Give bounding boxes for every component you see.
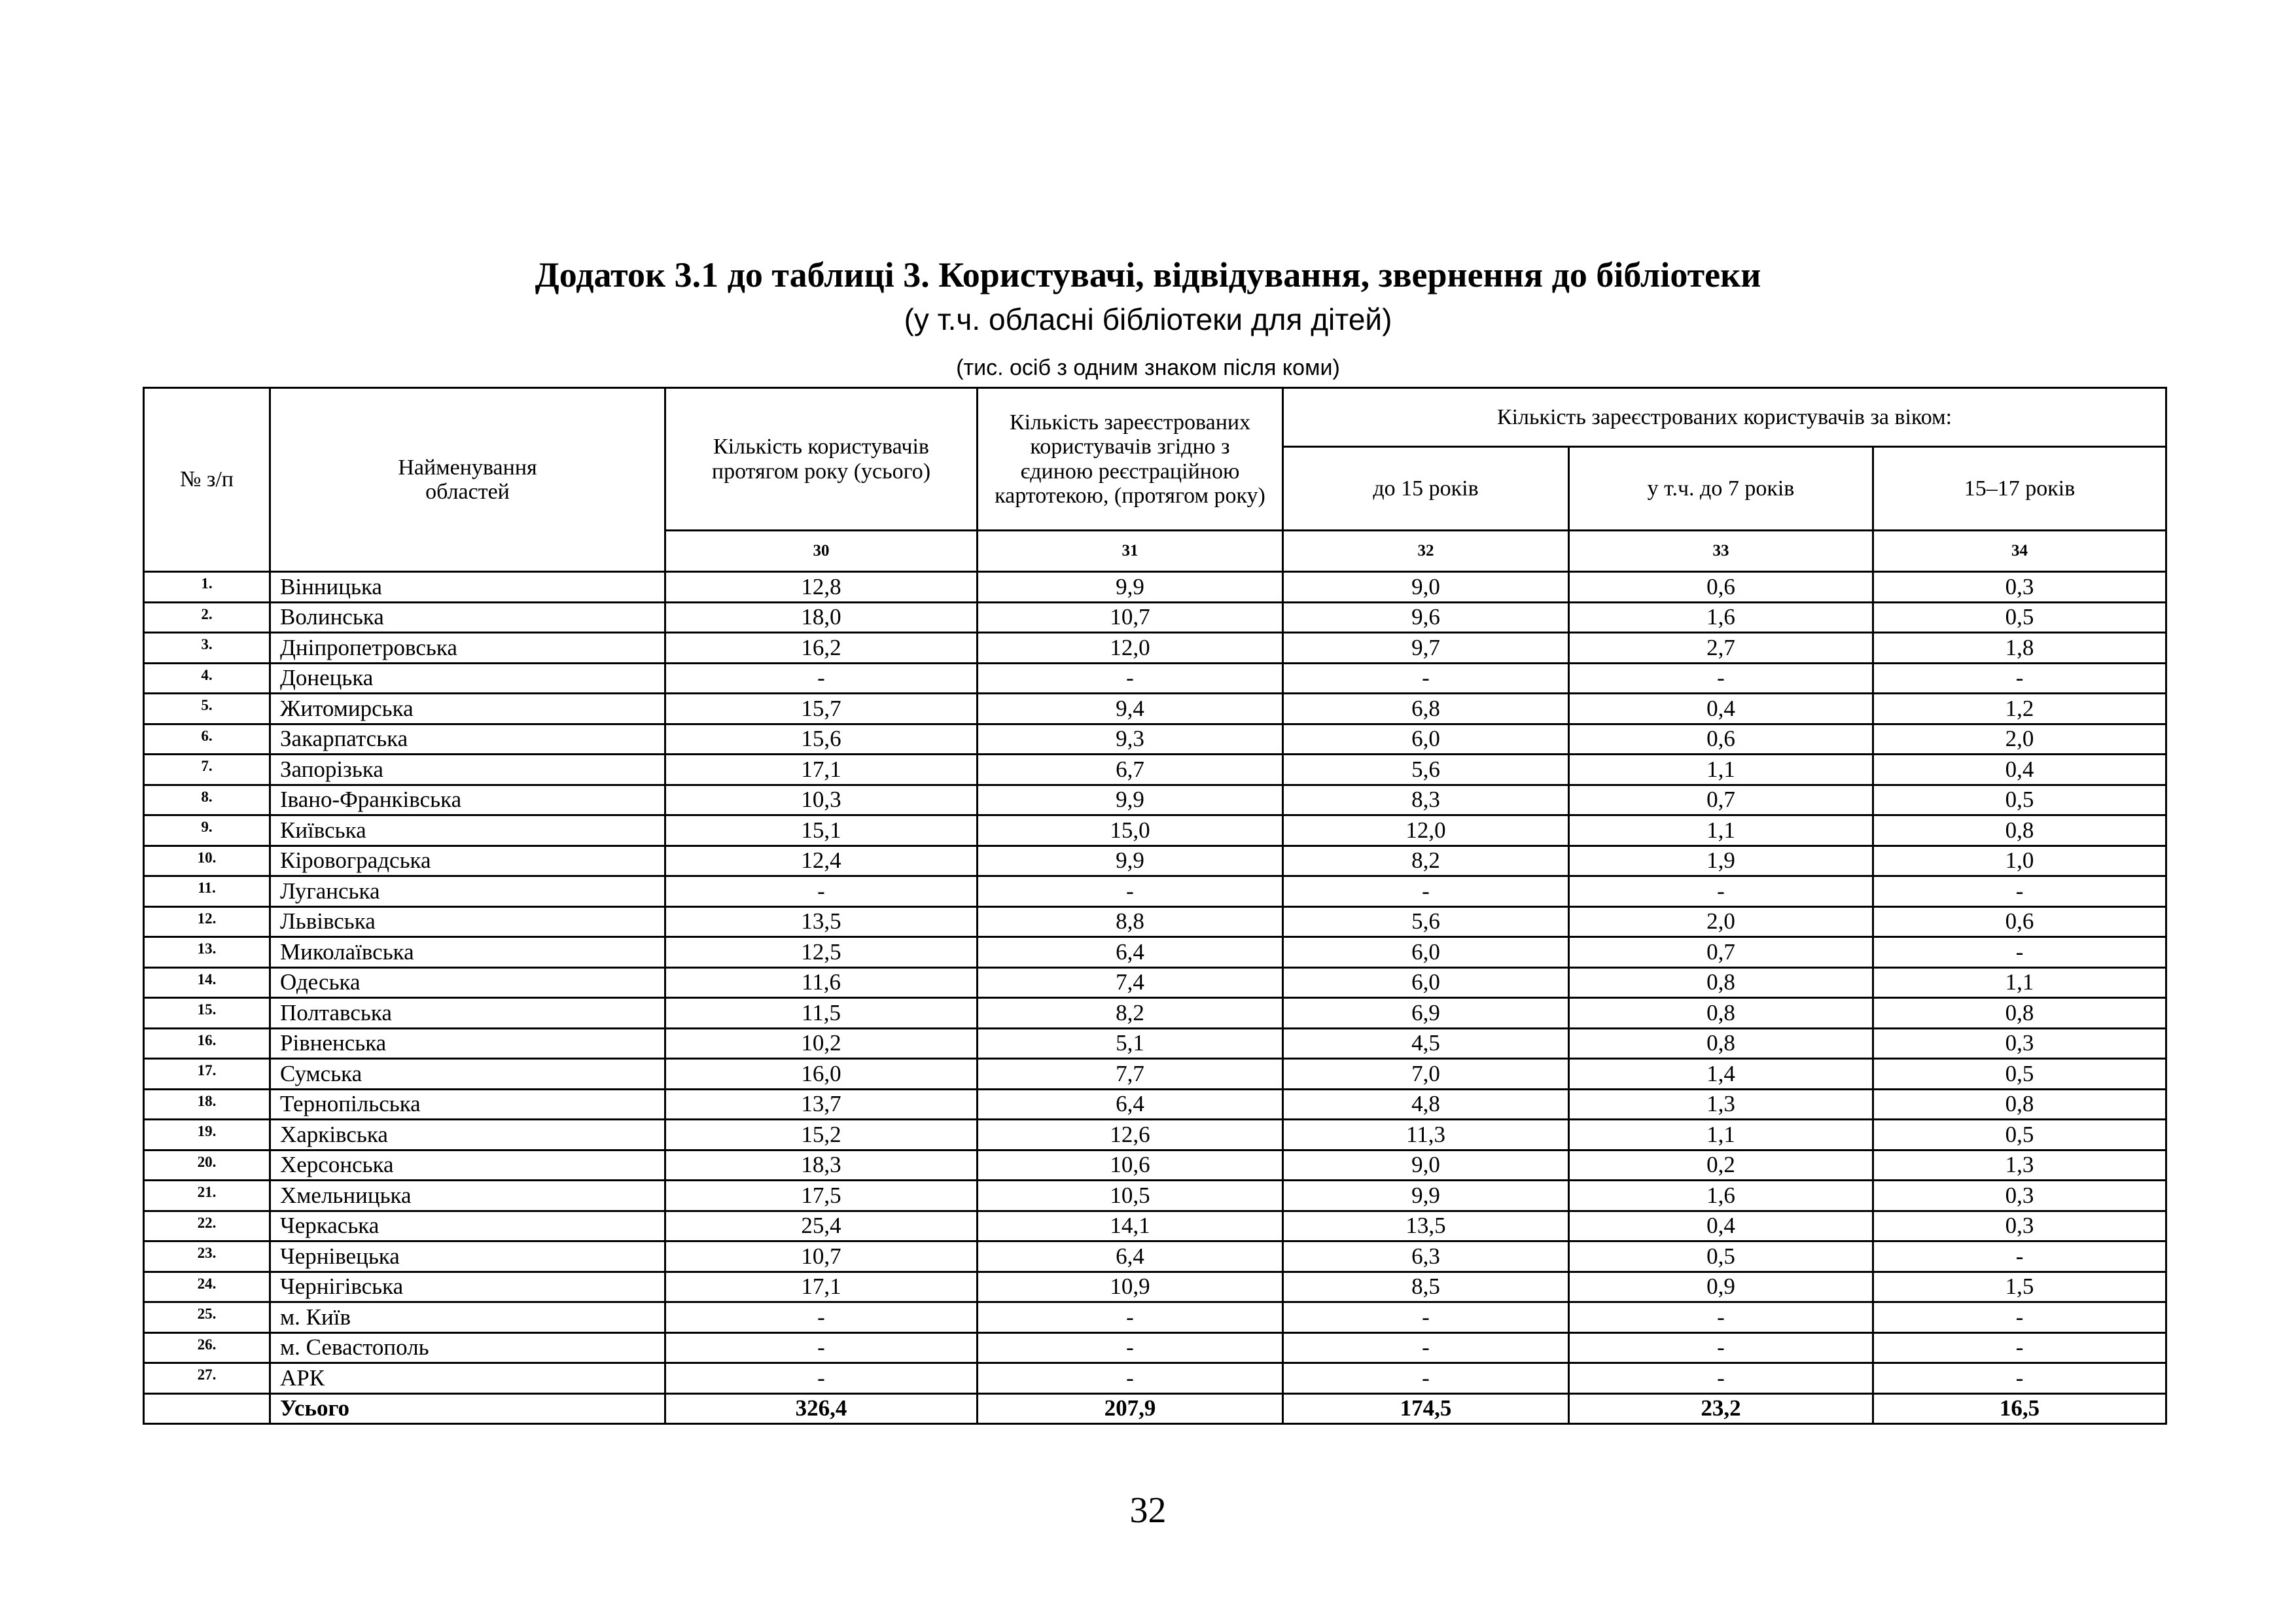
page-subtitle: (у т.ч. обласні бібліотеки для дітей) <box>904 302 1392 336</box>
cell-value: 1,6 <box>1569 1181 1873 1211</box>
table-row <box>144 937 2166 968</box>
row-number: 3. <box>144 633 270 664</box>
cell-value: 1,0 <box>1873 846 2166 876</box>
row-number: 2. <box>144 602 270 633</box>
cell-value: 0,8 <box>1569 967 1873 998</box>
cell-value: 0,5 <box>1873 1120 2166 1150</box>
header-under-15: до 15 років <box>1283 447 1569 531</box>
table-row <box>144 602 2166 633</box>
table-row <box>144 1059 2166 1090</box>
row-number: 27. <box>144 1363 270 1394</box>
cell-value: 0,9 <box>1569 1272 1873 1302</box>
cell-value: 1,2 <box>1873 694 2166 724</box>
region-name: Дніпропетровська <box>270 633 665 664</box>
row-number: 12. <box>144 906 270 937</box>
row-number: 5. <box>144 694 270 724</box>
row-number: 24. <box>144 1272 270 1302</box>
cell-value: 6,0 <box>1283 724 1569 755</box>
cell-value: 25,4 <box>665 1211 978 1241</box>
row-number: 18. <box>144 1089 270 1120</box>
region-name: Волинська <box>270 602 665 633</box>
cell-value: 15,0 <box>978 815 1283 846</box>
row-number: 19. <box>144 1120 270 1150</box>
region-name: Хмельницька <box>270 1181 665 1211</box>
cell-value: 10,2 <box>665 1028 978 1059</box>
row-number: 6. <box>144 724 270 755</box>
cell-value: 9,0 <box>1283 572 1569 603</box>
cell-value: 6,7 <box>978 755 1283 785</box>
cell-value: 2,0 <box>1569 906 1873 937</box>
cell-value: 10,6 <box>978 1150 1283 1181</box>
region-name: Київська <box>270 815 665 846</box>
row-number <box>144 1393 270 1424</box>
cell-value: - <box>1283 663 1569 694</box>
region-name: Кіровоградська <box>270 846 665 876</box>
table-row <box>144 1150 2166 1181</box>
region-name: Одеська <box>270 967 665 998</box>
row-number: 7. <box>144 755 270 785</box>
region-name: Полтавська <box>270 998 665 1029</box>
column-code: 31 <box>978 531 1283 572</box>
row-number: 10. <box>144 846 270 876</box>
header-users-total: Кількість користувачів протягом року (усього) <box>665 388 978 531</box>
table-row <box>144 755 2166 785</box>
table-row <box>144 998 2166 1029</box>
cell-value: 12,0 <box>978 633 1283 664</box>
cell-value: 14,1 <box>978 1211 1283 1241</box>
cell-value: 6,8 <box>1283 694 1569 724</box>
cell-value: 6,4 <box>978 937 1283 968</box>
cell-value: - <box>1569 876 1873 907</box>
row-number: 20. <box>144 1150 270 1181</box>
region-name: м. Севастополь <box>270 1332 665 1363</box>
cell-value: 16,0 <box>665 1059 978 1090</box>
cell-value: - <box>1873 1363 2166 1394</box>
cell-value: 1,5 <box>1873 1272 2166 1302</box>
cell-value: 18,0 <box>665 602 978 633</box>
cell-value: - <box>1569 1332 1873 1363</box>
cell-value: 0,3 <box>1873 1181 2166 1211</box>
region-name: Житомирська <box>270 694 665 724</box>
table-row <box>144 1332 2166 1363</box>
table-row <box>144 1028 2166 1059</box>
cell-value: 0,5 <box>1569 1241 1873 1272</box>
cell-value: 23,2 <box>1569 1393 1873 1424</box>
cell-value: 1,9 <box>1569 846 1873 876</box>
cell-value: 9,4 <box>978 694 1283 724</box>
cell-value: 12,6 <box>978 1120 1283 1150</box>
cell-value: - <box>1873 1302 2166 1333</box>
table-row <box>144 1241 2166 1272</box>
row-number: 13. <box>144 937 270 968</box>
region-name: Рівненська <box>270 1028 665 1059</box>
table-row <box>144 572 2166 603</box>
cell-value: 6,0 <box>1283 967 1569 998</box>
cell-value: - <box>1873 1332 2166 1363</box>
cell-value: 0,4 <box>1873 755 2166 785</box>
cell-value: - <box>1873 876 2166 907</box>
cell-value: 0,5 <box>1873 602 2166 633</box>
table-row <box>144 1302 2166 1333</box>
cell-value: 15,1 <box>665 815 978 846</box>
region-name: Харківська <box>270 1120 665 1150</box>
cell-value: - <box>665 1302 978 1333</box>
row-number: 15. <box>144 998 270 1029</box>
cell-value: 1,8 <box>1873 633 2166 664</box>
table-row <box>144 633 2166 664</box>
cell-value: 0,8 <box>1873 998 2166 1029</box>
cell-value: 6,0 <box>1283 937 1569 968</box>
cell-value: 0,8 <box>1569 998 1873 1029</box>
table-body <box>144 572 2166 1424</box>
region-name: Чернівецька <box>270 1241 665 1272</box>
row-number: 14. <box>144 967 270 998</box>
data-table <box>143 387 2167 1425</box>
table-row <box>144 876 2166 907</box>
cell-value: 174,5 <box>1283 1393 1569 1424</box>
cell-value: 4,5 <box>1283 1028 1569 1059</box>
cell-value: 10,7 <box>978 602 1283 633</box>
cell-value: - <box>1873 1241 2166 1272</box>
cell-value: 0,5 <box>1873 785 2166 815</box>
cell-value: 0,7 <box>1569 785 1873 815</box>
region-name: Донецька <box>270 663 665 694</box>
table-row <box>144 1211 2166 1241</box>
region-name: Івано-Франківська <box>270 785 665 815</box>
cell-value: 9,3 <box>978 724 1283 755</box>
cell-value: 6,3 <box>1283 1241 1569 1272</box>
header-by-age-group: Кількість зареєстрованих користувачів за віком: <box>1283 388 2166 447</box>
region-name: Чернігівська <box>270 1272 665 1302</box>
cell-value: 0,7 <box>1569 937 1873 968</box>
cell-value: 17,1 <box>665 1272 978 1302</box>
cell-value: 0,8 <box>1569 1028 1873 1059</box>
cell-value: 0,6 <box>1569 572 1873 603</box>
table-row <box>144 724 2166 755</box>
table-row <box>144 846 2166 876</box>
region-name: Херсонська <box>270 1150 665 1181</box>
cell-value: 9,9 <box>978 572 1283 603</box>
row-number: 4. <box>144 663 270 694</box>
row-number: 11. <box>144 876 270 907</box>
cell-value: 12,0 <box>1283 815 1569 846</box>
cell-value: 9,9 <box>1283 1181 1569 1211</box>
column-code: 30 <box>665 531 978 572</box>
cell-value: 7,4 <box>978 967 1283 998</box>
cell-value: - <box>1569 1302 1873 1333</box>
row-number: 17. <box>144 1059 270 1090</box>
cell-value: 17,1 <box>665 755 978 785</box>
table-row <box>144 1089 2166 1120</box>
row-number: 25. <box>144 1302 270 1333</box>
table-row <box>144 1120 2166 1150</box>
cell-value: 13,5 <box>665 906 978 937</box>
cell-value: - <box>1569 1363 1873 1394</box>
cell-value: - <box>1283 876 1569 907</box>
cell-value: - <box>978 663 1283 694</box>
page-number: 32 <box>1129 1490 1167 1531</box>
cell-value: 6,4 <box>978 1241 1283 1272</box>
cell-value: - <box>978 1302 1283 1333</box>
row-number: 26. <box>144 1332 270 1363</box>
cell-value: 2,0 <box>1873 724 2166 755</box>
table-row <box>144 1181 2166 1211</box>
region-name: Черкаська <box>270 1211 665 1241</box>
cell-value: 18,3 <box>665 1150 978 1181</box>
table-row <box>144 1272 2166 1302</box>
cell-value: - <box>978 876 1283 907</box>
region-name: Усього <box>270 1393 665 1424</box>
cell-value: 10,7 <box>665 1241 978 1272</box>
cell-value: 0,4 <box>1569 1211 1873 1241</box>
cell-value: 13,7 <box>665 1089 978 1120</box>
region-name: Закарпатська <box>270 724 665 755</box>
cell-value: 11,5 <box>665 998 978 1029</box>
cell-value: 15,6 <box>665 724 978 755</box>
cell-value: 5,6 <box>1283 755 1569 785</box>
region-name: Вінницька <box>270 572 665 603</box>
header-under-7: у т.ч. до 7 років <box>1569 447 1873 531</box>
cell-value: 8,5 <box>1283 1272 1569 1302</box>
cell-value: 6,9 <box>1283 998 1569 1029</box>
cell-value: 0,3 <box>1873 1028 2166 1059</box>
cell-value: 0,6 <box>1569 724 1873 755</box>
region-name: Запорізька <box>270 755 665 785</box>
cell-value: 0,8 <box>1873 1089 2166 1120</box>
region-name: Львівська <box>270 906 665 937</box>
cell-value: 10,5 <box>978 1181 1283 1211</box>
cell-value: 1,3 <box>1569 1089 1873 1120</box>
table-row <box>144 815 2166 846</box>
table-row <box>144 663 2166 694</box>
cell-value: 0,2 <box>1569 1150 1873 1181</box>
cell-value: 1,1 <box>1569 815 1873 846</box>
cell-value: 0,5 <box>1873 1059 2166 1090</box>
cell-value: 8,2 <box>978 998 1283 1029</box>
cell-value: 2,7 <box>1569 633 1873 664</box>
table-row <box>144 967 2166 998</box>
cell-value: 4,8 <box>1283 1089 1569 1120</box>
cell-value: 0,3 <box>1873 1211 2166 1241</box>
cell-value: 6,4 <box>978 1089 1283 1120</box>
cell-value: 0,6 <box>1873 906 2166 937</box>
region-name: Сумська <box>270 1059 665 1090</box>
cell-value: 8,3 <box>1283 785 1569 815</box>
cell-value: 15,2 <box>665 1120 978 1150</box>
row-number: 16. <box>144 1028 270 1059</box>
cell-value: 10,9 <box>978 1272 1283 1302</box>
header-registered-users: Кількість зареєстрованих користувачів згідно з єдиною реєстраційною картотекою, (протягом року) <box>978 388 1283 531</box>
column-code: 33 <box>1569 531 1873 572</box>
row-number: 22. <box>144 1211 270 1241</box>
cell-value: 11,3 <box>1283 1120 1569 1150</box>
cell-value: - <box>1873 663 2166 694</box>
cell-value: 1,6 <box>1569 602 1873 633</box>
cell-value: 7,7 <box>978 1059 1283 1090</box>
cell-value: 12,5 <box>665 937 978 968</box>
row-number: 9. <box>144 815 270 846</box>
cell-value: 13,5 <box>1283 1211 1569 1241</box>
cell-value: - <box>1873 937 2166 968</box>
cell-value: 9,9 <box>978 785 1283 815</box>
cell-value: 11,6 <box>665 967 978 998</box>
cell-value: 1,1 <box>1873 967 2166 998</box>
cell-value: 5,1 <box>978 1028 1283 1059</box>
cell-value: - <box>665 663 978 694</box>
page-title: Додаток 3.1 до таблиці 3. Користувачі, відвідування, звернення до бібліотеки <box>535 255 1761 294</box>
table-row <box>144 1363 2166 1394</box>
cell-value: - <box>1283 1332 1569 1363</box>
table-row <box>144 906 2166 937</box>
cell-value: - <box>1283 1302 1569 1333</box>
cell-value: 326,4 <box>665 1393 978 1424</box>
column-code: 34 <box>1873 531 2166 572</box>
cell-value: 1,4 <box>1569 1059 1873 1090</box>
cell-value: 1,3 <box>1873 1150 2166 1181</box>
cell-value: 0,4 <box>1569 694 1873 724</box>
cell-value: 10,3 <box>665 785 978 815</box>
cell-value: 9,9 <box>978 846 1283 876</box>
row-number: 1. <box>144 572 270 603</box>
row-number: 21. <box>144 1181 270 1211</box>
cell-value: 8,2 <box>1283 846 1569 876</box>
region-name: Тернопільська <box>270 1089 665 1120</box>
cell-value: 207,9 <box>978 1393 1283 1424</box>
cell-value: 8,8 <box>978 906 1283 937</box>
cell-value: 9,7 <box>1283 633 1569 664</box>
region-name: м. Київ <box>270 1302 665 1333</box>
cell-value: - <box>665 876 978 907</box>
unit-note: (тис. осіб з одним знаком після коми) <box>956 355 1340 380</box>
header-number: № з/п <box>144 388 270 572</box>
cell-value: - <box>665 1332 978 1363</box>
table-row <box>144 785 2166 815</box>
row-number: 8. <box>144 785 270 815</box>
cell-value: 17,5 <box>665 1181 978 1211</box>
cell-value: 1,1 <box>1569 1120 1873 1150</box>
cell-value: - <box>1569 663 1873 694</box>
total-row <box>144 1393 2166 1424</box>
header-region-name: Найменування областей <box>270 388 665 572</box>
header-age-15-17: 15–17 років <box>1873 447 2166 531</box>
cell-value: 1,1 <box>1569 755 1873 785</box>
cell-value: 12,8 <box>665 572 978 603</box>
cell-value: 0,8 <box>1873 815 2166 846</box>
cell-value: - <box>665 1363 978 1394</box>
region-name: АРК <box>270 1363 665 1394</box>
cell-value: 16,2 <box>665 633 978 664</box>
cell-value: 5,6 <box>1283 906 1569 937</box>
cell-value: - <box>978 1332 1283 1363</box>
region-name: Луганська <box>270 876 665 907</box>
cell-value: 16,5 <box>1873 1393 2166 1424</box>
region-name: Миколаївська <box>270 937 665 968</box>
cell-value: 9,0 <box>1283 1150 1569 1181</box>
row-number: 23. <box>144 1241 270 1272</box>
cell-value: - <box>1283 1363 1569 1394</box>
cell-value: 7,0 <box>1283 1059 1569 1090</box>
cell-value: 12,4 <box>665 846 978 876</box>
cell-value: - <box>978 1363 1283 1394</box>
table-row <box>144 694 2166 724</box>
cell-value: 9,6 <box>1283 602 1569 633</box>
cell-value: 0,3 <box>1873 572 2166 603</box>
column-code: 32 <box>1283 531 1569 572</box>
cell-value: 15,7 <box>665 694 978 724</box>
